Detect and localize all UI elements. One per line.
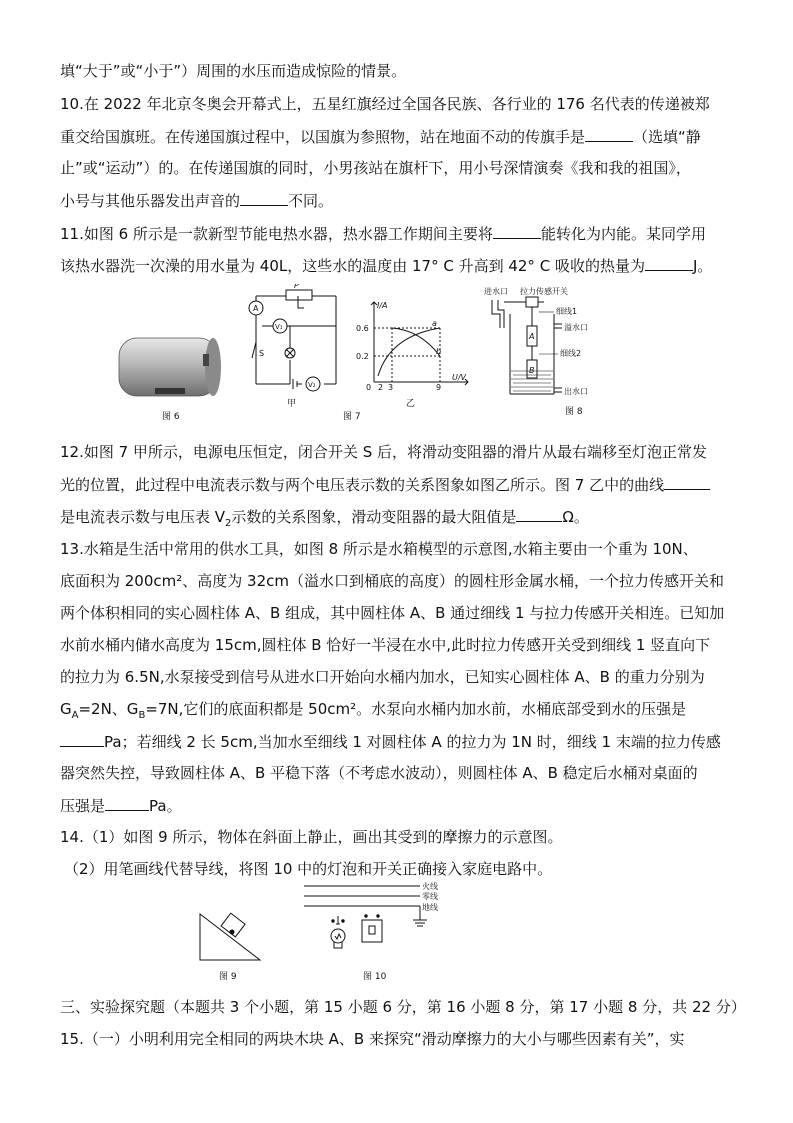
figure-7-caption: 图 7: [343, 412, 361, 422]
question-14-line: （2）用笔画线代替导线，将图 10 中的灯泡和开关正确接入家庭电路中。: [64, 860, 553, 878]
tick-label-3: 3: [388, 383, 394, 392]
question-12-line: 12.如图 7 甲所示，电源电压恒定，闭合开关 S 后，将滑动变阻器的滑片从最右端移至灯泡正常发: [60, 443, 707, 461]
figure-8-caption: 图 8: [565, 407, 583, 417]
curve-a-label: a: [432, 319, 437, 328]
figure-6-water-heater: [115, 330, 225, 410]
outlet-label: 出水口: [564, 387, 588, 396]
question-13-line: $G_A=2N$、$G_B=7N$,它们的底面积都是 50cm²。水泵向水桶内加水前，水桶底部受到水的压强是: [60, 700, 687, 721]
question-10-line: 小号与其他乐器发出声音的 不同。: [60, 192, 334, 210]
question-14-line: 14.（1）如图 9 所示，物体在斜面上静止，画出其受到的摩擦力的示意图。: [60, 828, 563, 846]
question-10-line: 10.在 2022 年北京冬奥会开幕式上，五星红旗经过全国各民族、各行业的 176 名代表的传递被郑: [60, 95, 710, 113]
curve-b-label: b: [436, 347, 442, 356]
question-11-line: 该热水器洗一次澡的用水量为 40L，这些水的温度由 17° C 升高到 42° C 吸收的热量为 J。: [60, 257, 713, 275]
question-10-line: 重交给国旗班。在传递国旗过程中，以国旗为参照物，站在地面不动的传旗手是 （选填“静: [60, 128, 701, 146]
question-13-line: 器突然失控，导致圆柱体 A、B 平稳下落（不考虑水波动），则圆柱体 A、B 稳定后水桶对桌面的: [60, 764, 698, 782]
answer-blank[interactable]: [516, 507, 562, 522]
question-13-line: 水前水桶内储水高度为 15cm,圆柱体 B 恰好一半浸在水中,此时拉力传感开关受到细线 1 竖直向下: [60, 636, 711, 654]
question-13-line: Pa；若细线 2 长 5cm,当加水至细线 1 对圆柱体 A 的拉力为 1N 时，细线 1 末端的拉力传感: [60, 732, 721, 751]
question-12-line: 是电流表示数与电压表 $V_2$示数的关系图象，滑动变阻器的最大阻值是 Ω。: [60, 508, 589, 529]
answer-blank[interactable]: [240, 191, 288, 206]
question-10-line: 止”或“运动”）的。在传递国旗的同时，小男孩站在旗杆下，用小号深情演奏《我和我的祖国》，: [60, 159, 691, 177]
tick-label-0: 0: [366, 383, 372, 392]
section-3-heading: 三、实验探究题（本题共 3 个小题，第 15 小题 6 分，第 16 小题 8 分，第 17 小题 8 分，共 22 分）: [60, 998, 746, 1016]
figure-10-caption: 图 10: [363, 972, 387, 982]
cylinder-a-label: A: [529, 332, 535, 341]
answer-blank[interactable]: [664, 475, 710, 490]
tick-label-0.6: 0.6: [356, 324, 369, 333]
question-13-line: 13.水箱是生活中常用的供水工具，如图 8 所示是水箱模型的示意图,水箱主要由一个重为 10N、: [60, 540, 698, 558]
figure-8-tank: [484, 284, 624, 410]
question-15-line: 15.（一）小明利用完全相同的两块木块 A、B 来探究“滑动摩擦力的大小与哪些因素有关”，实: [60, 1030, 685, 1048]
answer-blank[interactable]: [105, 796, 149, 811]
slider-label: P: [294, 284, 299, 290]
ammeter-label: A: [253, 304, 259, 313]
question-13-line: 底面积为 200cm²、高度为 32cm（溢水口到桶底的高度）的圆柱形金属水桶，一个拉力传感开关和: [60, 572, 724, 590]
inlet-label: 进水口: [484, 287, 508, 296]
tick-label-0.2: 0.2: [356, 352, 369, 361]
tick-label-9: 9: [436, 383, 442, 392]
question-11-line: 11.如图 6 所示是一款新型节能电热水器，热水器工作期间主要将 能转化为内能。某同学用: [60, 225, 706, 243]
figure-7-right-label: 乙: [406, 399, 416, 409]
figure-7-left-label: 甲: [287, 399, 297, 409]
string-2-label: 细线2: [560, 349, 582, 358]
tick-label-2: 2: [378, 383, 384, 392]
figure-10-circuit: [300, 876, 460, 966]
voltmeter-2-label: V₂: [308, 381, 316, 389]
answer-blank[interactable]: [493, 224, 541, 239]
question-13-line: 压强是 Pa。: [60, 797, 182, 815]
question-13-line: 的拉力为 6.5N,水泵接受到信号从进水口开始向水桶内加水，已知实心圆柱体 A、B 的重力分别为: [60, 668, 705, 686]
ground-wire-label: 地线: [422, 903, 438, 912]
live-wire-label: 火线: [422, 882, 438, 891]
figure-9-caption: 图 9: [219, 972, 237, 982]
graph-x-axis-label: U/V: [452, 373, 467, 382]
voltmeter-1-label: V₁: [275, 323, 283, 331]
neutral-wire-label: 零线: [422, 892, 438, 901]
answer-blank[interactable]: [585, 127, 633, 142]
figure-7-graph: [350, 296, 480, 392]
sensor-switch-label: 拉力传感开关: [520, 287, 568, 296]
answer-blank[interactable]: [645, 256, 693, 271]
figure-7-circuit: [238, 284, 344, 396]
text-line: 填“大于”或“小于”）周围的水压而造成惊险的情景。: [60, 62, 407, 80]
answer-blank[interactable]: [60, 732, 104, 747]
question-12-line: 光的位置，此过程中电流表示数与两个电压表示数的关系图象如图乙所示。图 7 乙中的曲线: [60, 475, 710, 494]
figure-9-incline: [196, 906, 266, 966]
cylinder-b-label: B: [529, 366, 535, 375]
figure-6-caption: 图 6: [162, 412, 180, 422]
question-13-line: 两个体积相同的实心圆柱体 A、B 组成，其中圆柱体 A、B 通过细线 1 与拉力传感开关相连。已知加: [60, 604, 725, 622]
overflow-label: 溢水口: [564, 323, 588, 332]
string-1-label: 细线1: [556, 307, 578, 316]
switch-label: S: [259, 349, 265, 358]
graph-y-axis-label: I/A: [377, 301, 388, 310]
